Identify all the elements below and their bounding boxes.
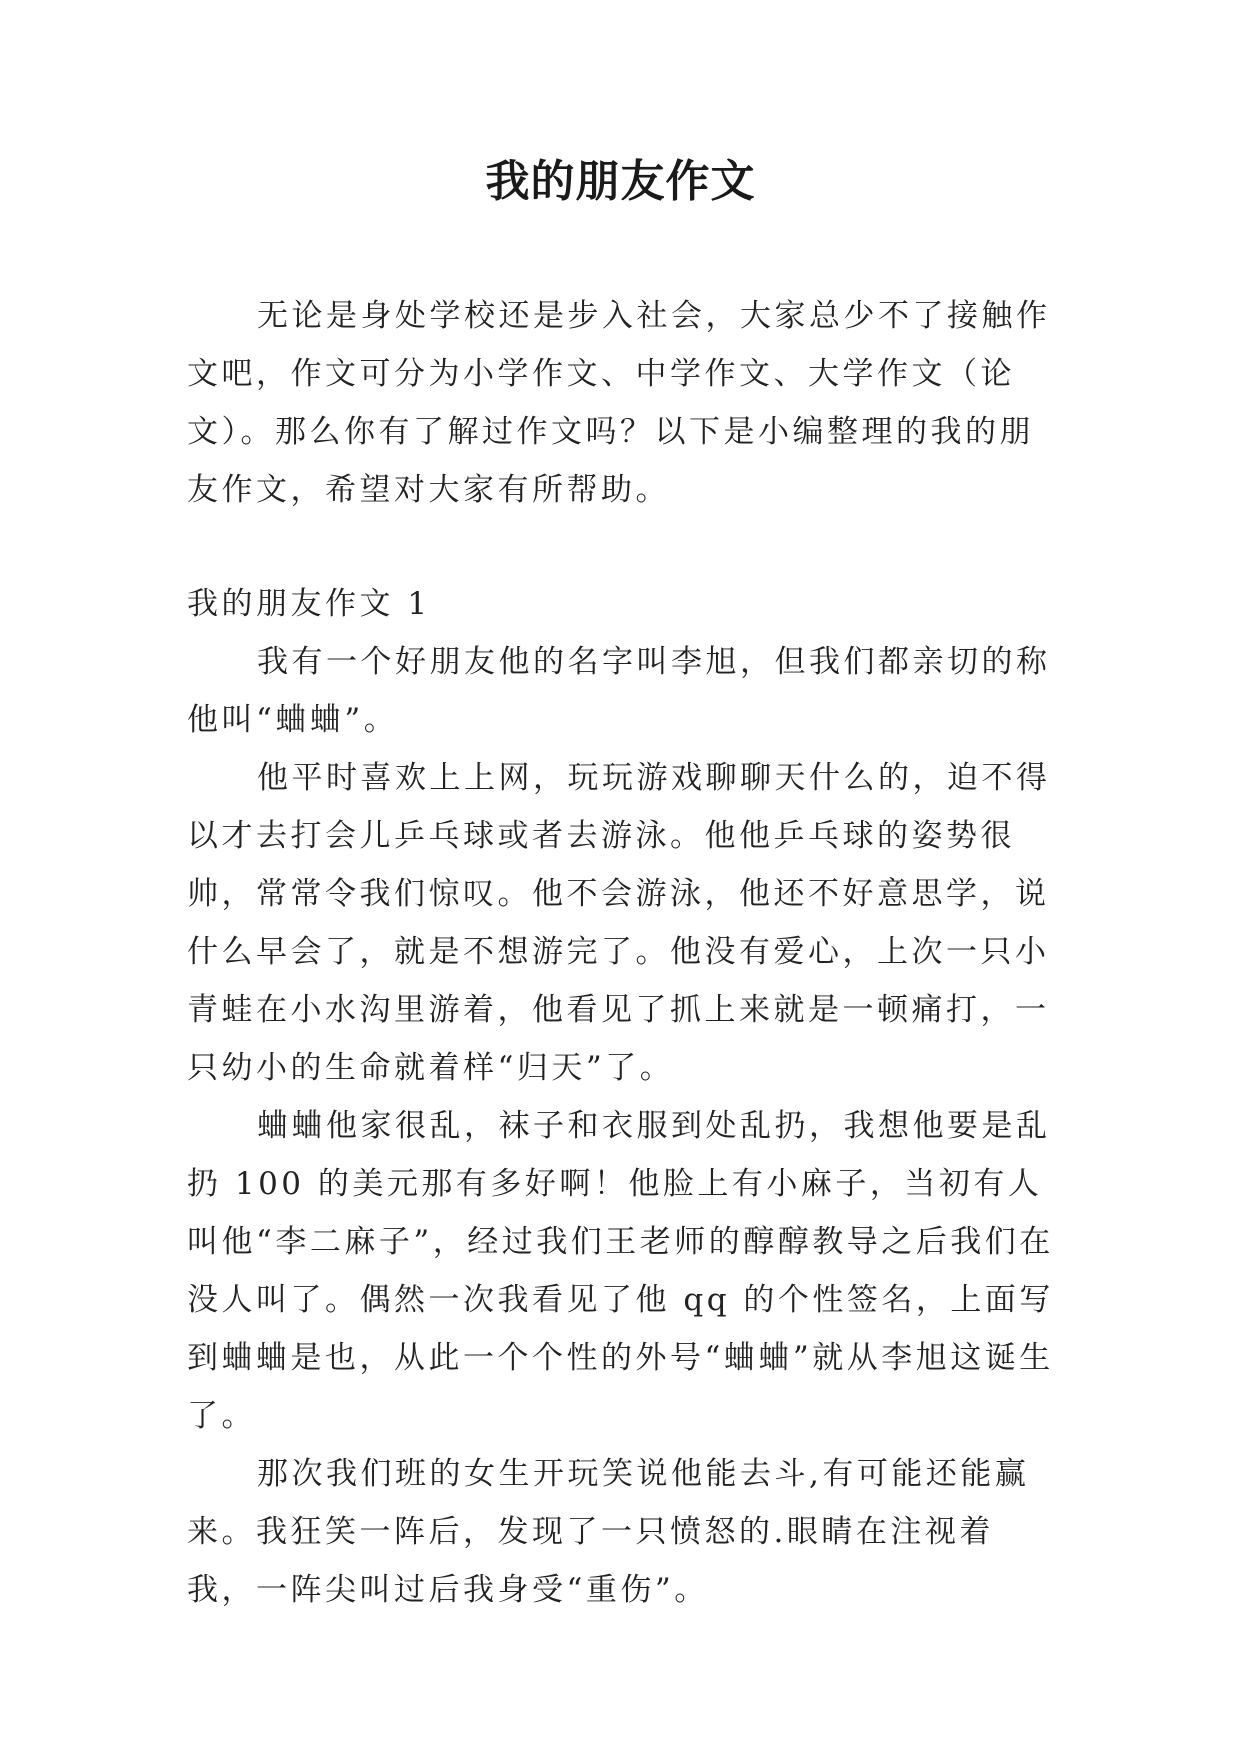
section-heading: 我的朋友作文 1: [187, 586, 431, 622]
essay-section: [187, 575, 1057, 1619]
essay-paragraph-2: 他平时喜欢上上网，玩玩游戏聊聊天什么的，迫不得以才去打会儿乒乓球或者去游泳。他他乒乓球的姿势很帅，常常令我们惊叹。他不会游泳，他还不好意思学，说什么早会了，就是不想游完了。他没有爱心，上次一只小青蛙在小水沟里游着，他看见了抓上来就是一顿痛打，一只幼小的生命就着样“归天”了。: [187, 760, 1051, 1086]
document-title: 我的朋友作文: [485, 156, 756, 207]
intro-paragraph: 无论是身处学校还是步入社会，大家总少不了接触作文吧，作文可分为小学作文、中学作文、大学作文（论文）。那么你有了解过作文吗？以下是小编整理的我的朋友作文，希望对大家有所帮助。: [187, 298, 1051, 508]
essay-paragraph-1: 我有一个好朋友他的名字叫李旭，但我们都亲切的称他叫“蛐蛐”。: [187, 644, 1051, 738]
essay-paragraph-3: 蛐蛐他家很乱，袜子和衣服到处乱扔，我想他要是乱扔 100 的美元那有多好啊！他脸上有小麻子，当初有人叫他“李二麻子”，经过我们王老师的醇醇教导之后我们在没人叫了。偶然一次我看见了他 qq 的个性签名，上面写到蛐蛐是也，从此一个个性的外号“蛐蛐”就从李旭这诞生了。: [187, 1108, 1054, 1434]
essay-paragraph-4: 那次我们班的女生开玩笑说他能去斗,有可能还能赢来。我狂笑一阵后，发现了一只愤怒的.眼睛在注视着我，一阵尖叫过后我身受“重伤”。: [187, 1456, 1030, 1608]
intro-block: [187, 287, 1057, 519]
